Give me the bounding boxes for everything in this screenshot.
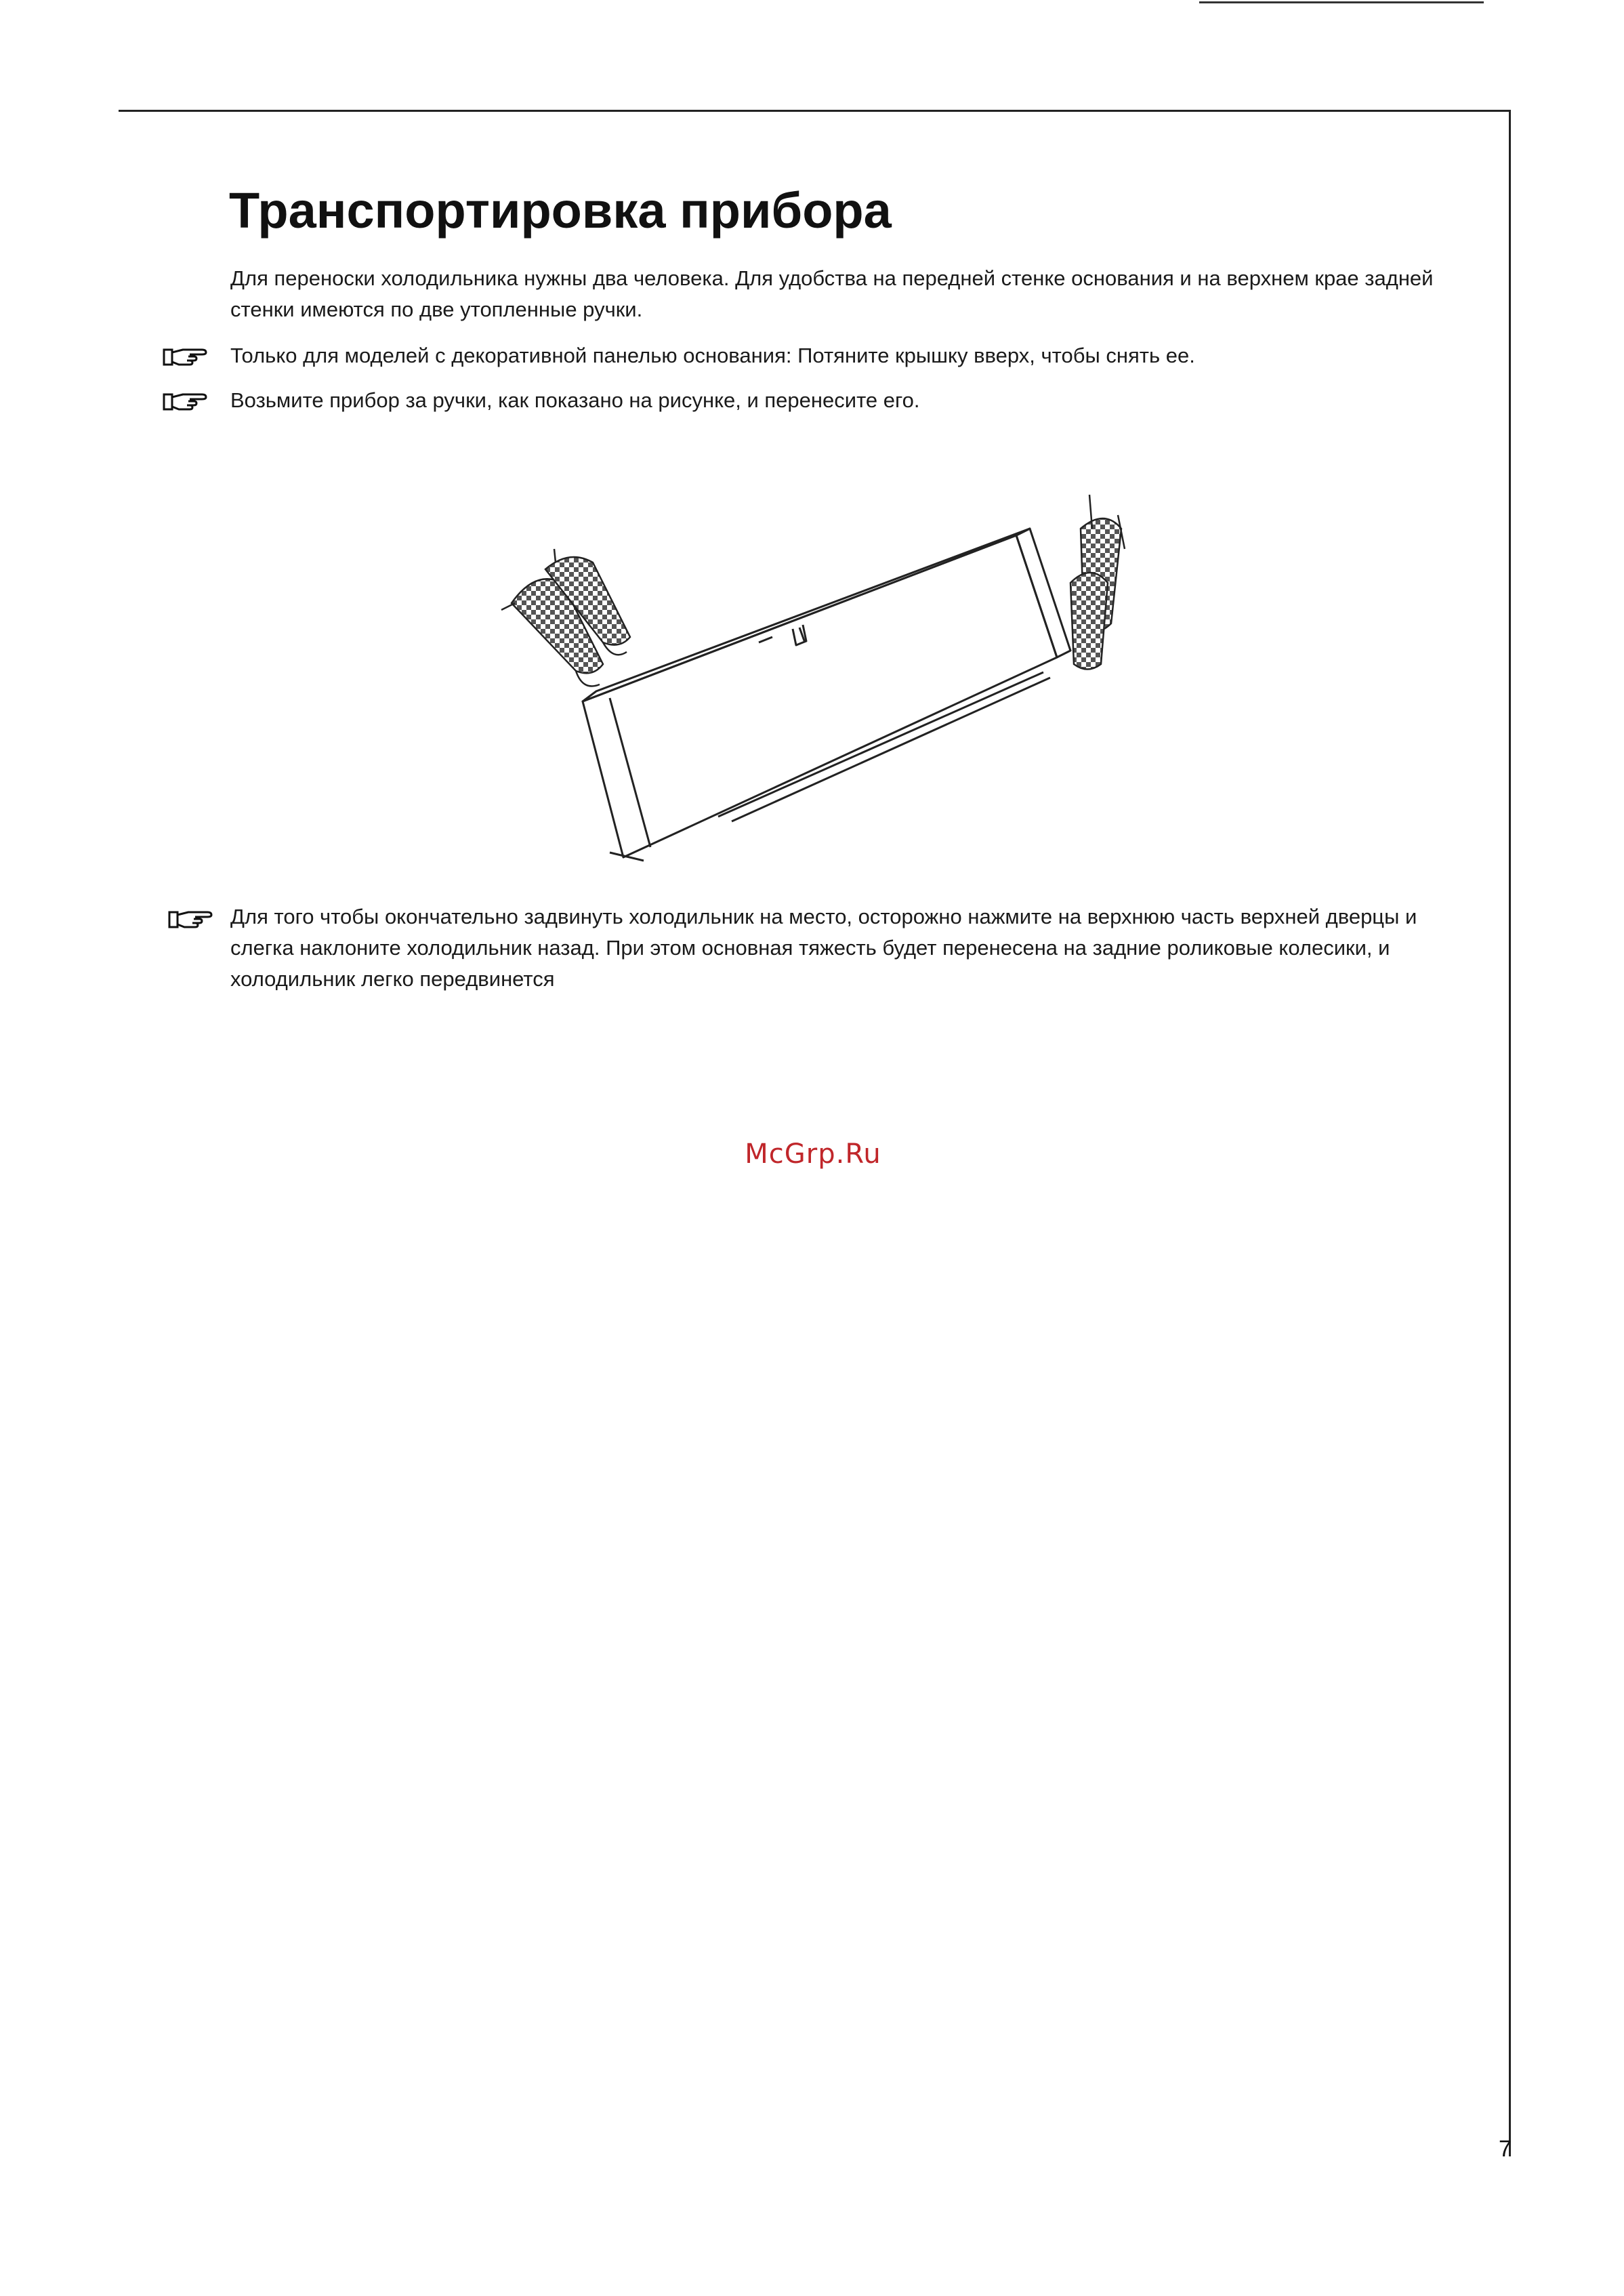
pointing-hand-icon — [163, 389, 211, 413]
intro-paragraph: Для переноски холодильника нужны два человека. Для удобства на передней стенке основания и на верхнем крае задней стенки имеются по две утопленные ручки. — [230, 266, 1434, 321]
step-2-text: Возьмите прибор за ручки, как показано на рисунке, и перенесите его. — [230, 388, 920, 412]
top-right-rule — [1199, 1, 1484, 3]
page-title: Транспортировка прибора — [229, 182, 892, 239]
watermark: McGrp.Ru — [745, 1139, 881, 1170]
margin-rule — [1509, 110, 1511, 2156]
header-rule — [119, 110, 1511, 112]
step-3-text: Для того чтобы окончательно задвинуть холодильник на место, осторожно нажмите на верхнюю часть верхней дверцы и слегка наклоните холодильник назад. При этом основная тяжесть будет перенесена на задние роликовые колесики, и холодильник легко передвинется — [230, 905, 1417, 991]
fridge-carrying-illustration — [474, 468, 1152, 874]
pointing-hand-icon — [163, 344, 211, 369]
step-1-text: Только для моделей с декоративной панелью основания: Потяните крышку вверх, чтобы снять ее. — [230, 344, 1195, 367]
page-number: 7 — [1499, 2136, 1512, 2162]
pointing-hand-icon — [168, 907, 217, 931]
